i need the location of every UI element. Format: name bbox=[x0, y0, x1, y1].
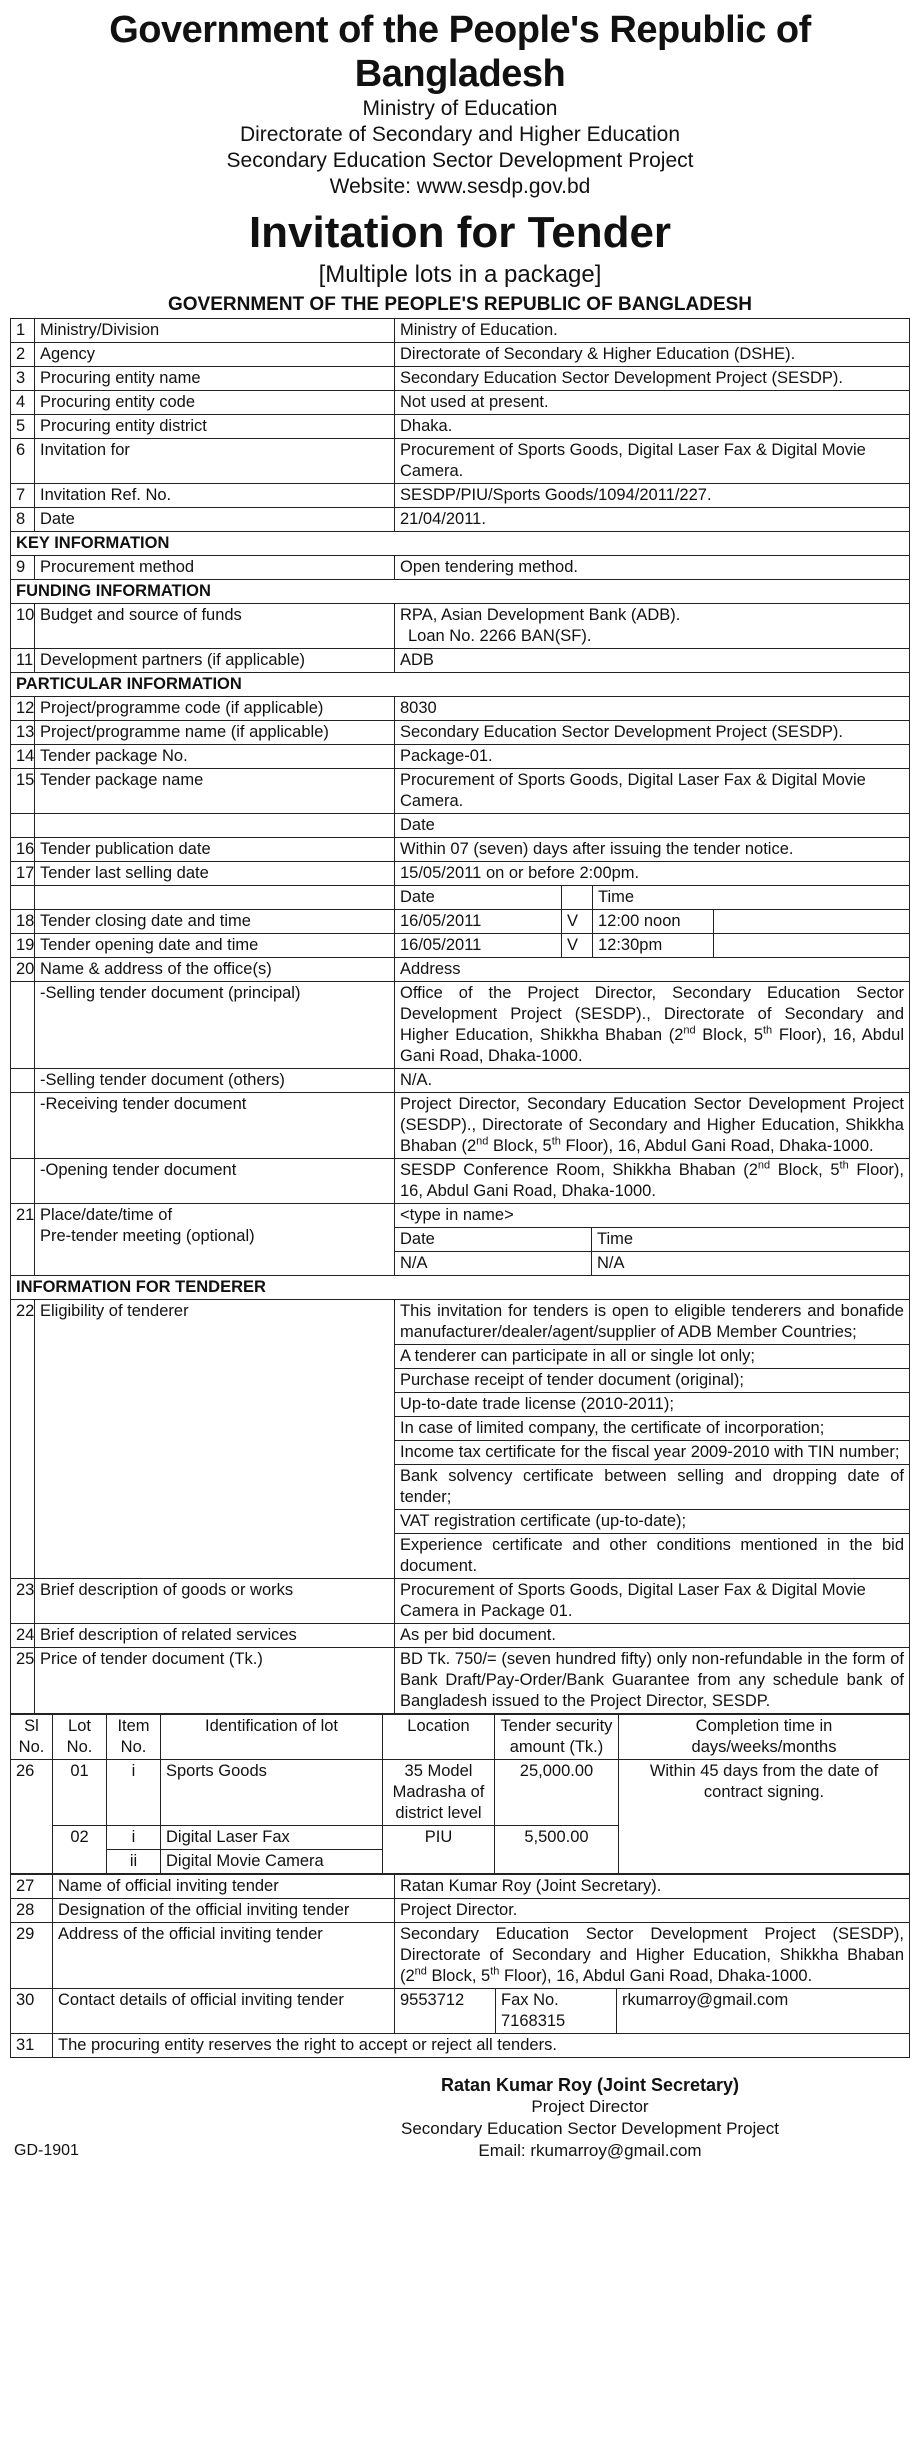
table-row: 30 Contact details of official inviting tender 9553712 Fax No. 7168315 rkumarroy@gmail.com bbox=[11, 1989, 910, 2034]
tender-table: 1 Ministry/Division Ministry of Education. 2 Agency Directorate of Secondary & Higher Education (DSHE). 3 Procuring entity name Secondary Education Sector Development Project (SESDP). 4 Procuring entity code Not used at present. 5 Procuring entity district Dhaka. 6 Invitation for Procurement of Sports Goods, Digital Laser Fax & Digital Movie Camera. 7 Invitation Ref. No. SESDP/PIU/Sports Goods/1094/2011/227. 8 Date 21/04/2011. KEY INFORMATION 9 Procurement method Open tendering method. FUNDING INFORMATION 10 Budget and source of funds RPA, Asian Development Bank (ADB). Loan No. 2266 BAN(SF). 11 Development partners (if applicable) ADB PARTICULAR INFORMATION 12 Project/programme code (if applicable) 8030 13 Project/programme name (if applicable) Secondary Education Sector Development Project (SESDP). 14 Tender package No. Package-01. 15 Tender package name Procurement of Sports Goods, Digital Laser Fax & Digital Movie Camera. Date 16 Tender publication date Within 07 (seven) days after issuing the tender notice. 17 Tender last selling date 15/05/2011 on or before 2:00pm. Date Time 18 Tender closing date and time 16/05/2011 V 12:00 noon 19 Tender opening date and time 16/05/2011 V 12:30pm 20 Name & address of the office(s) Address -Selling tender document (principal) Office of the Project Director, Secondary Education Sector Development Project (SESDP)., Directorate of Secondary and Higher Education, Shikkha Bhaban (2nd Block, 5th Floor), 16, Abdul Gani Road, Dhaka-1000. -Selling tender document (others) N/A. -Receiving tender document Project Director, Secondary Education Sector Development Project (SESDP)., Directorate of Secondary and Higher Education, Shikkha Bhaban (2nd Block, 5th Floor), 16, Abdul Gani Road, Dhaka-1000. -Opening tender document SESDP Conference Room, Shikkha Bhaban (2nd Block, 5th Floor), 16, Abdul Gani Road, Dhaka-1000. 21 Place/date/time of Pre-tender meeting (optional) <type in name> Date Time N/A N/A INFORMATION FOR TENDERER 22 Eligibility of tenderer This invitation for tenders is open to eligible tenderers and bonafide manufacturer/dealer/agent/supplier of ADB Member Countries; A tenderer can participate in all or single lot only; Purchase receipt of tender document (original); Up-to-date trade license (2010-2011); In case of limited company, the certificate of incorporation; Income tax certificate for the fiscal year 2009-2010 with TIN number; Bank solvency certificate between selling and dropping date of tender; VAT registration certificate (up-to-date); Experience certificate and other conditions mentioned in the bid document. 23 Brief description of goods or works Procurement of Sports Goods, Digital Laser Fax & Digital Movie Camera in Package 01. 24 Brief description of related services As per bid document. 25 Price of tender document (Tk.) BD Tk. 750/= (seven hundred fifty) only non-refundable in the form of Bank Draft/Pay-Order/Bank Guarantee from any schedule bank of Bangladesh issued to the Project Director, SESDP. bbox=[10, 318, 910, 1714]
eligibility-item: Up-to-date trade license (2010-2011); bbox=[395, 1393, 909, 1417]
lot-row: ii Digital Movie Camera bbox=[11, 1850, 910, 1874]
table-row: -Receiving tender document Project Director, Secondary Education Sector Development Project (SESDP)., Directorate of Secondary and Higher Education, Shikkha Bhaban (2nd Block, 5th Floor), 16, Abdul Gani Road, Dhaka-1000. bbox=[11, 1093, 910, 1159]
table-row: 17 Tender last selling date 15/05/2011 on or before 2:00pm. bbox=[11, 862, 910, 886]
government-caps: GOVERNMENT OF THE PEOPLE'S REPUBLIC OF BANGLADESH bbox=[167, 294, 753, 315]
table-row: 21 Place/date/time of Pre-tender meeting (optional) <type in name> Date Time N/A N/A bbox=[11, 1204, 910, 1276]
table-row: 8 Date 21/04/2011. bbox=[11, 508, 910, 532]
table-row: 12 Project/programme code (if applicable) 8030 bbox=[11, 697, 910, 721]
table-row: 6 Invitation for Procurement of Sports Goods, Digital Laser Fax & Digital Movie Camera. bbox=[11, 439, 910, 484]
notice-heading: Invitation for Tender bbox=[248, 208, 672, 257]
signature-block bbox=[10, 2074, 910, 2162]
table-row: 15 Tender package name Procurement of Sports Goods, Digital Laser Fax & Digital Movie Camera. bbox=[11, 769, 910, 814]
table-row: 1 Ministry/Division Ministry of Education. bbox=[11, 319, 910, 343]
table-row: -Selling tender document (others) N/A. bbox=[11, 1069, 910, 1093]
signatory-email: Email: rkumarroy@gmail.com bbox=[478, 2141, 702, 2160]
table-row: 16 Tender publication date Within 07 (seven) days after issuing the tender notice. bbox=[11, 838, 910, 862]
eligibility-item: Experience certificate and other conditions mentioned in the bid document. bbox=[400, 1536, 904, 1575]
table-row: 18 Tender closing date and time 16/05/2011 V 12:00 noon bbox=[11, 910, 910, 934]
eligibility-item: In case of limited company, the certificate of incorporation; bbox=[395, 1417, 909, 1441]
table-row: 5 Procuring entity district Dhaka. bbox=[11, 415, 910, 439]
table-row: 13 Project/programme name (if applicable) Secondary Education Sector Development Project (SESDP). bbox=[11, 721, 910, 745]
table-row: 9 Procurement method Open tendering method. bbox=[11, 556, 910, 580]
notice-subheading: [Multiple lots in a package] bbox=[318, 261, 602, 288]
project-line: Secondary Education Sector Development Project bbox=[226, 149, 694, 172]
official-table bbox=[10, 1874, 910, 2058]
directorate-line: Directorate of Secondary and Higher Education bbox=[239, 123, 681, 146]
lot-row: 26 01 i Sports Goods 35 Model Madrasha of district level 25,000.00 Within 45 days from the date of contract signing. bbox=[11, 1760, 910, 1826]
table-row: 24 Brief description of related services As per bid document. bbox=[11, 1624, 910, 1648]
table-row: 31 The procuring entity reserves the right to accept or reject all tenders. bbox=[11, 2034, 910, 2058]
section-information-for-tenderer: INFORMATION FOR TENDERER bbox=[11, 1276, 910, 1300]
section-funding-information: FUNDING INFORMATION bbox=[11, 580, 910, 604]
table-row: 2 Agency Directorate of Secondary & Higher Education (DSHE). bbox=[11, 343, 910, 367]
table-row: 14 Tender package No. Package-01. bbox=[11, 745, 910, 769]
table-row: 20 Name & address of the office(s) Address bbox=[11, 958, 910, 982]
table-row: 28 Designation of the official inviting tender Project Director. bbox=[11, 1899, 910, 1923]
ministry-line: Ministry of Education bbox=[362, 97, 558, 120]
website-line: Website: www.sesdp.gov.bd bbox=[329, 175, 591, 198]
table-row: 3 Procuring entity name Secondary Education Sector Development Project (SESDP). bbox=[11, 367, 910, 391]
tender-notice bbox=[10, 0, 910, 2162]
table-row: 22 Eligibility of tenderer This invitation for tenders is open to eligible tenderers and bonafide manufacturer/dealer/agent/supplier of ADB Member Countries; A tenderer can participate in all or single lot only; Purchase receipt of tender document (original); Up-to-date trade license (2010-2011); In case of limited company, the certificate of incorporation; Income tax certificate for the fiscal year 2009-2010 with TIN number; Bank solvency certificate between selling and dropping date of tender; VAT registration certificate (up-to-date); Experience certificate and other conditions mentioned in the bid document. bbox=[11, 1300, 910, 1579]
table-row: 23 Brief description of goods or works Procurement of Sports Goods, Digital Laser Fax & Digital Movie Camera in Package 01. bbox=[11, 1579, 910, 1624]
table-row: 11 Development partners (if applicable) ADB bbox=[11, 649, 910, 673]
eligibility-item: Purchase receipt of tender document (original); bbox=[395, 1369, 909, 1393]
table-row: -Opening tender document SESDP Conference Room, Shikkha Bhaban (2nd Block, 5th Floor), 16, Abdul Gani Road, Dhaka-1000. bbox=[11, 1159, 910, 1204]
lot-row: 02 i Digital Laser Fax PIU 5,500.00 bbox=[11, 1826, 910, 1850]
table-row: 27 Name of official inviting tender Ratan Kumar Roy (Joint Secretary). bbox=[11, 1875, 910, 1899]
eligibility-item: Income tax certificate for the fiscal year 2009-2010 with TIN number; bbox=[395, 1441, 909, 1465]
eligibility-item: A tenderer can participate in all or single lot only; bbox=[395, 1345, 909, 1369]
section-particular-information: PARTICULAR INFORMATION bbox=[11, 673, 910, 697]
lots-header-row: Sl No. Lot No. Item No. Identification of lot Location Tender security amount (Tk.) Completion time in days/weeks/months bbox=[11, 1715, 910, 1760]
eligibility-item: VAT registration certificate (up-to-date); bbox=[395, 1510, 909, 1534]
signatory-title: Project Director bbox=[531, 2097, 649, 2116]
notice-header bbox=[10, 8, 910, 318]
table-row: 25 Price of tender document (Tk.) BD Tk. 750/= (seven hundred fifty) only non-refundable in the form of Bank Draft/Pay-Order/Bank Guarantee from any schedule bank of Bangladesh issued to the Project Director, SESDP. bbox=[11, 1648, 910, 1714]
government-title: Government of the People's Republic of Bangladesh bbox=[109, 9, 811, 95]
signatory-name: Ratan Kumar Roy (Joint Secretary) bbox=[440, 2075, 740, 2095]
table-row: -Selling tender document (principal) Office of the Project Director, Secondary Education Sector Development Project (SESDP)., Directorate of Secondary and Higher Education, Shikkha Bhaban (2nd Block, 5th Floor), 16, Abdul Gani Road, Dhaka-1000. bbox=[11, 982, 910, 1069]
date-label: Date bbox=[395, 814, 910, 838]
table-row: 7 Invitation Ref. No. SESDP/PIU/Sports Goods/1094/2011/227. bbox=[11, 484, 910, 508]
table-row: 19 Tender opening date and time 16/05/2011 V 12:30pm bbox=[11, 934, 910, 958]
signatory-org: Secondary Education Sector Development Project bbox=[401, 2119, 779, 2138]
table-row: 10 Budget and source of funds RPA, Asian Development Bank (ADB). Loan No. 2266 BAN(SF). bbox=[11, 604, 910, 649]
table-row: 29 Address of the official inviting tender Secondary Education Sector Development Project (SESDP), Directorate of Secondary and Higher Education, Shikkha Bhaban (2nd Block, 5th Floor), 16, Abdul Gani Road, Dhaka-1000. bbox=[11, 1923, 910, 1989]
notice-code: GD-1901 bbox=[14, 2142, 79, 2159]
contact-email: rkumarroy@gmail.com bbox=[617, 1989, 910, 2033]
eligibility-item: This invitation for tenders is open to eligible tenderers and bonafide manufacturer/dealer/agent/supplier of ADB Member Countries; bbox=[395, 1300, 909, 1345]
section-key-information: KEY INFORMATION bbox=[11, 532, 910, 556]
table-row: 4 Procuring entity code Not used at present. bbox=[11, 391, 910, 415]
lots-table bbox=[10, 1714, 910, 1874]
eligibility-item: Bank solvency certificate between selling and dropping date of tender; bbox=[395, 1465, 909, 1510]
